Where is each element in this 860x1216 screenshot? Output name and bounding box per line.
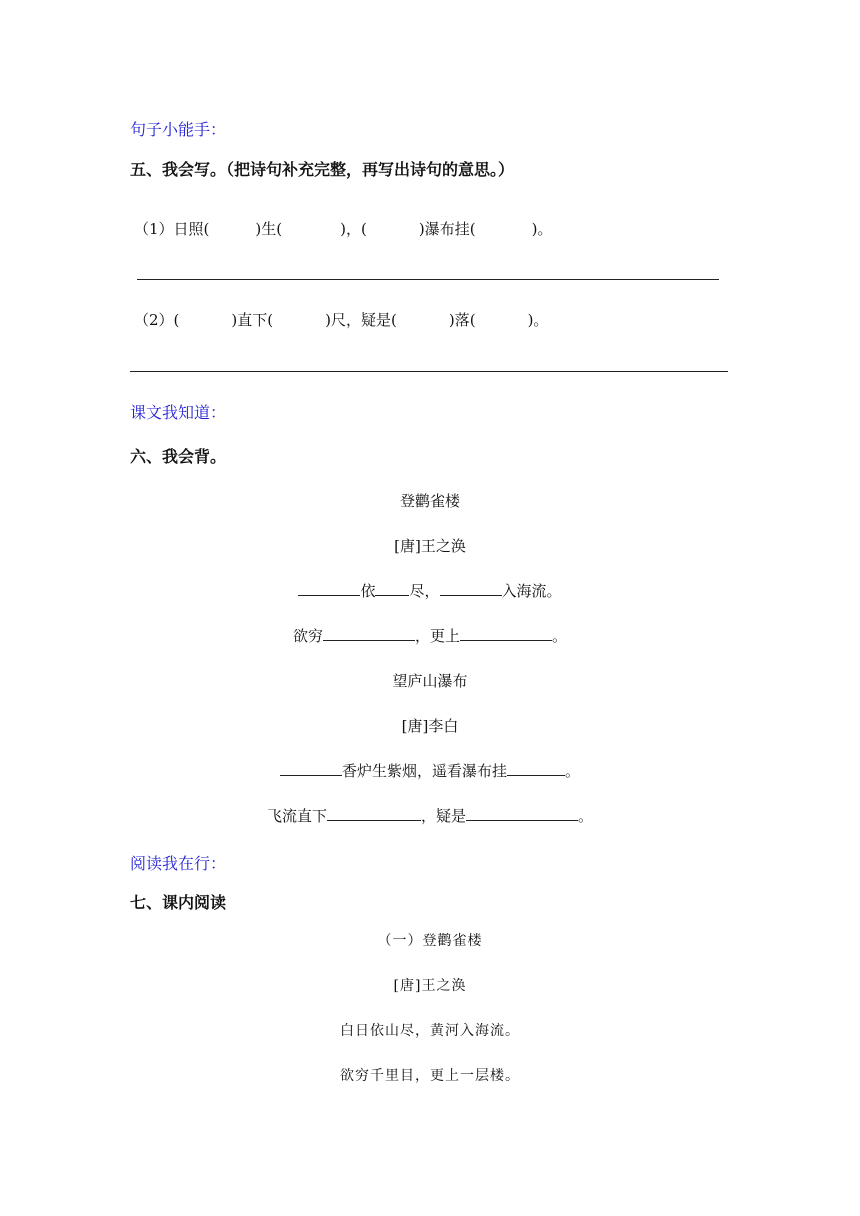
section-title-recite: 六、我会背。: [130, 447, 227, 466]
poem-text: 入海流。: [501, 582, 562, 600]
blank[interactable]: [466, 806, 578, 821]
blank[interactable]: [440, 581, 502, 596]
question-text: )尺，疑是(: [325, 311, 397, 329]
section-title-write: 五、我会写。（把诗句补充完整，再写出诗句的意思。）: [130, 160, 515, 179]
blank[interactable]: [298, 581, 360, 596]
poem2-line1: [0, 760, 860, 781]
poem-text: 。: [578, 807, 594, 825]
poem-text: 。: [565, 762, 581, 780]
poem1-line2: [0, 625, 860, 646]
poem2-title: 望庐山瀑布: [392, 672, 468, 690]
question-text: )瀑布挂(: [418, 220, 476, 238]
poem-text: 。: [552, 627, 568, 645]
question-text: )直下(: [231, 311, 274, 329]
blank[interactable]: [280, 761, 342, 776]
poem2-line2: [0, 805, 860, 826]
reading-line2: 欲穷千里目，更上一层楼。: [340, 1068, 520, 1084]
section-category-reading: 阅读我在行：: [130, 854, 227, 873]
poem-text: 香炉生紫烟，遥看瀑布挂: [341, 762, 507, 780]
question-text: )。: [531, 220, 553, 238]
question-text: )，(: [340, 220, 367, 238]
poem-text: 尽，: [409, 582, 440, 600]
poem-text: ，更上: [414, 627, 460, 645]
fill-in-question-2: [134, 309, 548, 330]
blank[interactable]: [323, 626, 415, 641]
section-title-reading: 七、课内阅读: [130, 893, 227, 912]
reading-line1: 白日依山尽，黄河入海流。: [340, 1023, 520, 1039]
poem2-author: [唐]李白: [401, 717, 459, 735]
blank[interactable]: [327, 806, 421, 821]
blank[interactable]: [375, 581, 409, 596]
reading-title: （一）登鹳雀楼: [377, 933, 483, 949]
question-text: 日照(: [173, 220, 210, 238]
blank[interactable]: [460, 626, 552, 641]
answer-line-1[interactable]: [137, 279, 719, 280]
answer-line-2[interactable]: [130, 371, 728, 372]
poem1-title: 登鹳雀楼: [399, 492, 460, 510]
question-text: (: [173, 311, 180, 329]
reading-author: [唐]王之涣: [393, 978, 467, 994]
question-number: （2）: [134, 311, 174, 329]
question-text: )生(: [255, 220, 283, 238]
section-category-text: 课文我知道：: [130, 403, 227, 422]
poem1-line1: [0, 580, 860, 601]
poem-text: 欲穷: [292, 627, 323, 645]
question-text: )落(: [448, 311, 476, 329]
fill-in-question-1: [134, 218, 552, 239]
poem-text: 飞流直下: [266, 807, 327, 825]
poem-text: ，疑是: [420, 807, 466, 825]
section-category-sentences: 句子小能手：: [130, 120, 227, 139]
question-number: （1）: [134, 220, 174, 238]
blank[interactable]: [507, 761, 565, 776]
question-text: )。: [527, 311, 549, 329]
poem1-author: [唐]王之涣: [394, 537, 466, 555]
poem-text: 依: [360, 582, 376, 600]
